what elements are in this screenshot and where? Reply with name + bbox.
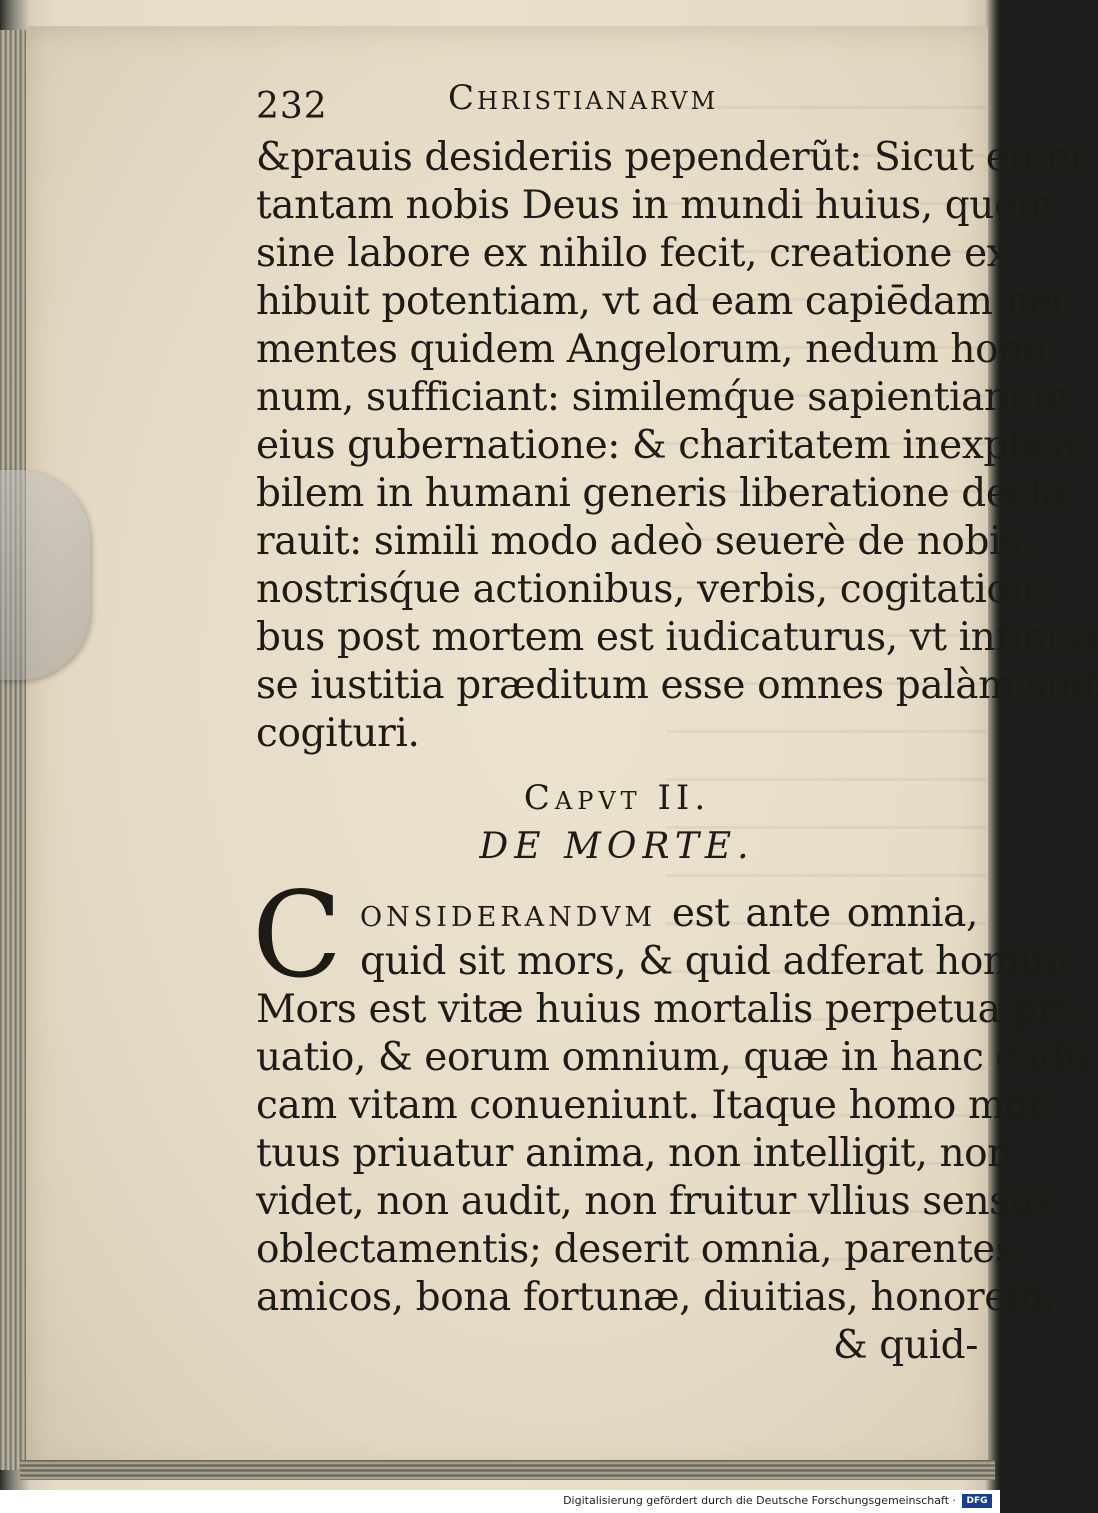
funding-credit: Digitalisierung gefördert durch die Deutsche Forschungsgemeinschaft · [563, 1494, 956, 1507]
text-line: cogituri. [256, 711, 420, 756]
chapter-title: DE MORTE. [479, 826, 755, 867]
text-line: oblectamentis; deserit omnia, parentes, [256, 1227, 1027, 1272]
opening-word: onsiderandvm [360, 891, 657, 936]
text-line: &prauis desideriis pependerũt: Sicut enim [256, 135, 1082, 180]
text-line: cam vitam conueniunt. Itaque homo mor- [256, 1083, 1059, 1128]
chapter-number: Capvt II. [523, 778, 711, 818]
text-line: eius gubernatione: & charitatem inexplica- [256, 423, 1090, 468]
text-line: Mors est vitæ huius mortalis perpetua pri- [256, 987, 1081, 1032]
running-header [256, 74, 978, 134]
text-line: se iustitia præditum esse omnes palàm sint [256, 663, 1098, 708]
text-line: uatio, & eorum omnium, quæ in hanc cadu [256, 1035, 1089, 1080]
running-title: Christianarvm [448, 78, 719, 118]
catchword: & quid- [832, 1323, 978, 1368]
page-number: 232 [256, 86, 328, 127]
text-line: rauit: simili modo adeò seuerè de nobis, [256, 519, 1033, 564]
page-clip [0, 470, 90, 680]
text-line [256, 890, 978, 938]
text-line: nostrisq́ue actionibus, verbis, cogitationi- [256, 567, 1060, 612]
paragraph-1 [256, 134, 1098, 758]
dfg-logo-icon: DFG [962, 1494, 992, 1508]
page-edges-left [0, 30, 26, 1470]
opening-line-rest: est ante omnia, [671, 891, 979, 936]
text-line: mentes quidem Angelorum, nedum homi- [256, 327, 1060, 372]
text-line: tuus priuatur anima, non intelligit, non [256, 1131, 1012, 1176]
paragraph-2 [252, 866, 1089, 1370]
page-text [252, 74, 1098, 1370]
text-line: amicos, bona fortunæ, diuitias, honorem, [256, 1275, 1056, 1320]
text-line: tantam nobis Deus in mundi huius, quem [256, 183, 1054, 228]
text-line: num, sufficiant: similemq́ue sapientiam in [256, 375, 1070, 420]
text-line: bus post mortem est iudicaturus, vt infinita [256, 615, 1097, 660]
drop-capital: C [252, 866, 343, 1004]
text-line: sine labore ex nihilo fecit, creatione ex- [256, 231, 1021, 276]
text-line: quid sit mors, & quid adferat homini. [360, 939, 1081, 984]
text-line: hibuit potentiam, vt ad eam capiēdam nec [256, 279, 1074, 324]
digitization-footer [0, 1490, 1000, 1513]
page-edges-bottom [20, 1460, 995, 1480]
text-line: bilem in humani generis liberatione decla- [256, 471, 1078, 516]
text-line: videt, non audit, non fruitur vllius sensus [256, 1179, 1054, 1224]
